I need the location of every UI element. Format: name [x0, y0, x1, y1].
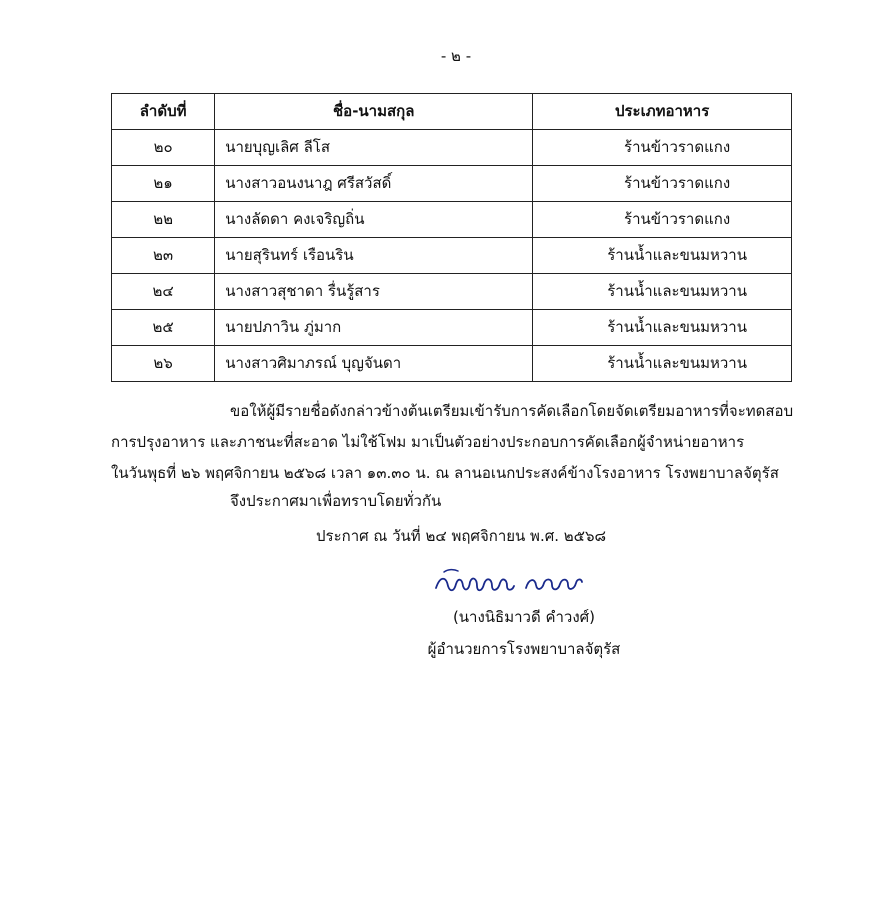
row-name: นางสาวสุชาดา รื่นรู้สาร — [215, 274, 533, 310]
table-row — [112, 310, 792, 346]
row-no: ๒๖ — [112, 346, 215, 382]
row-type — [533, 274, 792, 310]
row-name: นางสาวศิมาภรณ์ บุญจันดา — [215, 346, 533, 382]
row-no: ๒๓ — [112, 238, 215, 274]
table-row — [112, 274, 792, 310]
row-type — [533, 310, 792, 346]
row-type — [533, 202, 792, 238]
row-type-text: ร้านน้ำและขนมหวาน — [607, 318, 747, 336]
vendor-table — [111, 93, 792, 382]
row-no: ๒๔ — [112, 274, 215, 310]
body-line-3: ในวันพุธที่ ๒๖ พฤศจิกายน ๒๕๖๘ เวลา ๑๓.๓๐ น. ณ ลานอเนกประสงค์ข้างโรงอาหาร โรงพยาบาลจัตุรัส — [111, 464, 779, 482]
page-number: - ๒ - — [440, 47, 472, 65]
row-type — [533, 130, 792, 166]
header-no: ลำดับที่ — [112, 94, 215, 130]
row-type — [533, 346, 792, 382]
row-no: ๒๒ — [112, 202, 215, 238]
table-row — [112, 166, 792, 202]
table-row — [112, 238, 792, 274]
row-type — [533, 166, 792, 202]
row-no: ๒๕ — [112, 310, 215, 346]
row-type-text: ร้านข้าวราดแกง — [624, 174, 731, 192]
row-type-text: ร้านน้ำและขนมหวาน — [607, 282, 747, 300]
row-type-text: ร้านน้ำและขนมหวาน — [607, 354, 747, 372]
table-header-row — [112, 94, 792, 130]
table-row — [112, 346, 792, 382]
row-name: นายบุญเลิศ ลีโส — [215, 130, 533, 166]
body-line-2: การปรุงอาหาร และภาชนะที่สะอาด ไม่ใช้โฟม มาเป็นตัวอย่างประกอบการคัดเลือกผู้จำหน่ายอาหาร — [111, 433, 745, 451]
row-name: นายสุรินทร์ เรือนริน — [215, 238, 533, 274]
row-no: ๒๑ — [112, 166, 215, 202]
table-row — [112, 130, 792, 166]
row-type-text: ร้านน้ำและขนมหวาน — [607, 246, 747, 264]
announcement-date: ประกาศ ณ วันที่ ๒๔ พฤศจิกายน พ.ศ. ๒๕๖๘ — [316, 527, 607, 545]
row-name: นางลัดดา คงเจริญถิ่น — [215, 202, 533, 238]
announcement-line: จึงประกาศมาเพื่อทราบโดยทั่วกัน — [230, 492, 442, 510]
row-name: นางสาวอนงนาฎ ศรีสวัสดิ์ — [215, 166, 533, 202]
header-type: ประเภทอาหาร — [533, 94, 792, 130]
row-no: ๒๐ — [112, 130, 215, 166]
handwritten-signature — [432, 566, 612, 600]
row-type-text: ร้านข้าวราดแกง — [624, 138, 731, 156]
body-line-1: ขอให้ผู้มีรายชื่อดังกล่าวข้างต้นเตรียมเข้ารับการคัดเลือกโดยจัดเตรียมอาหารที่จะทดสอบ — [230, 402, 794, 420]
signer-name: (นางนิธิมาวดี คำวงศ์) — [452, 608, 596, 626]
row-name: นายปภาวิน ภู่มาก — [215, 310, 533, 346]
header-name: ชื่อ-นามสกุล — [215, 94, 533, 130]
signer-title: ผู้อำนวยการโรงพยาบาลจัตุรัส — [427, 640, 621, 658]
table-row — [112, 202, 792, 238]
body-paragraph — [111, 396, 801, 489]
row-type — [533, 238, 792, 274]
row-type-text: ร้านข้าวราดแกง — [624, 210, 731, 228]
